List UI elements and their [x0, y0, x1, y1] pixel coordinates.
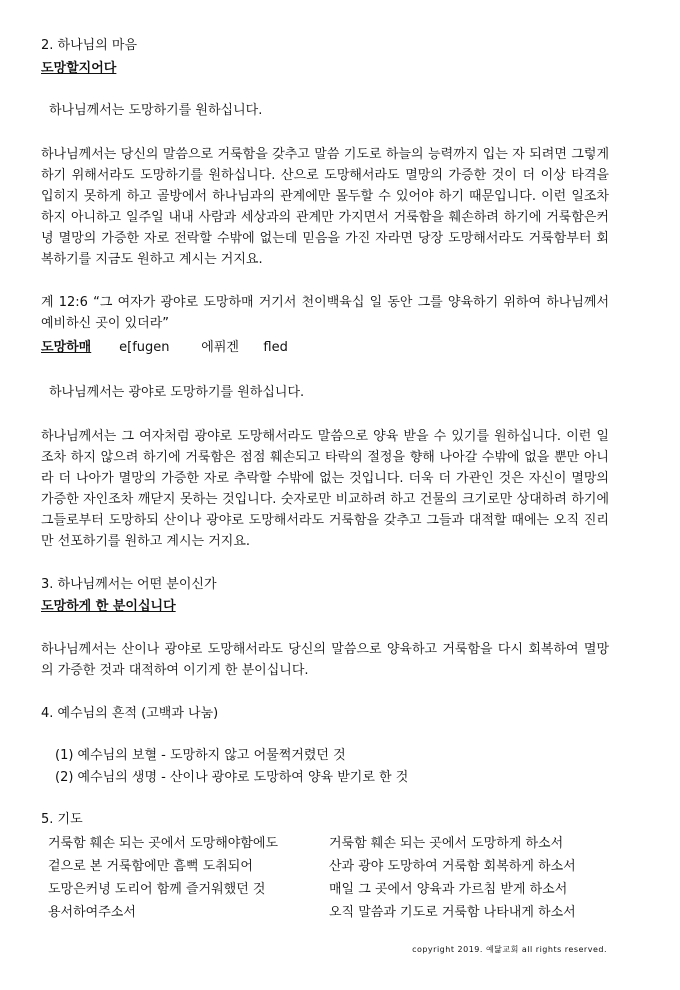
prayer-left-column — [48, 832, 278, 924]
prayer-left-line: 용서하여주소서 — [48, 905, 136, 920]
word-study-row — [41, 338, 288, 358]
section2-intro: 하나님께서는 도망하기를 원하십니다. — [49, 103, 263, 118]
prayer-left-line: 도망은커녕 도리어 함께 즐거워했던 것 — [48, 882, 266, 897]
section4-title: 4. 예수님의 흔적 (고백과 나눔) — [41, 706, 219, 721]
section2-paragraph-1: 하나님께서는 당신의 말씀으로 거룩함을 갖추고 말씀 기도로 하늘의 능력까지 입는 자 되려면 그렇게 하기 위해서라도 도망하기를 원하십니다. 산으로 도망해서라도 멸망의 가증한 것이 더 이상 타격을 입히지 못하게 하고 골방에서 하나님과의 관계에만 몰두할 수 있어야 하기 때문입니다. 이런 일조차 하지 아니하고 일주일 내내 사람과 세상과의 관계만 가지면서 거룩함을 훼손하려 하기에 거룩함은커녕 멸망의 가증한 자로 전락할 수밖에 없는데 믿음을 가진 자라면 당장 도망해서라도 거룩함부터 회복하기를 지금도 원하고 계시는 거지요. — [41, 147, 609, 267]
prayer-right-line: 오직 말씀과 기도로 거룩함 나타내게 하소서 — [329, 905, 576, 920]
bible-verse: 계 12:6 “그 여자가 광야로 도망하매 거기서 천이백육십 일 동안 그를 양육하기 위하여 하나님께서 예비하신 곳이 있더라” — [41, 295, 609, 331]
prayer-right-line: 매일 그 곳에서 양육과 가르침 받게 하소서 — [329, 882, 568, 897]
copyright-notice: copyright 2019. 예닮교회 all rights reserved. — [412, 945, 607, 954]
word-study-reading: 에퓌겐 — [201, 340, 239, 355]
prayer-right-column — [329, 832, 576, 924]
section2-title: 2. 하나님의 마음 — [41, 38, 138, 53]
word-study-term: 도망하매 — [41, 340, 92, 355]
section5-title: 5. 기도 — [41, 812, 83, 827]
section2-intro-2: 하나님께서는 광야로 도망하기를 원하십니다. — [49, 385, 305, 400]
section2-heading: 도망할지어다 — [41, 61, 117, 76]
section2-paragraph-2: 하나님께서는 그 여자처럼 광야로 도망해서라도 말씀으로 양육 받을 수 있기를 원하십니다. 이런 일조차 하지 않으려 하기에 거룩함은 점점 훼손되고 타락의 절정을 향해 나아갈 수밖에 없을 뿐만 아니라 더 나아가 멸망의 가증한 자로 추락할 수밖에 없는 것입니다. 더욱 더 가관인 것은 자신이 멸망의 가증한 자인조차 깨닫지 못하는 것입니다. 숫자로만 비교하려 하고 건물의 크기로만 상대하려 하기에 그들로부터 도망하되 산이나 광야로 도망해서라도 거룩함을 갖추고 그들과 대적할 때에는 오직 진리만 선포하기를 원하고 계시는 거지요. — [41, 429, 609, 549]
prayer-right-line: 거룩함 훼손 되는 곳에서 도망하게 하소서 — [329, 836, 564, 851]
section3-paragraph: 하나님께서는 산이나 광야로 도망해서라도 당신의 말씀으로 양육하고 거룩함을 다시 회복하여 멸망의 가증한 것과 대적하여 이기게 한 분이십니다. — [41, 642, 609, 678]
word-study-translit: e[fugen — [119, 340, 170, 355]
prayer-right-line: 산과 광야 도망하여 거룩함 회복하게 하소서 — [329, 859, 576, 874]
word-study-english: fled — [263, 340, 288, 355]
prayer-left-line: 겉으로 본 거룩함에만 흠뻑 도취되어 — [48, 859, 253, 874]
prayer-left-line: 거룩함 훼손 되는 곳에서 도망해야함에도 — [48, 836, 279, 851]
confession-item-2: (2) 예수님의 생명 - 산이나 광야로 도망하여 양육 받기로 한 것 — [55, 770, 409, 785]
section3-heading: 도망하게 한 분이십니다 — [41, 599, 176, 614]
section3-title: 3. 하나님께서는 어떤 분이신가 — [41, 577, 217, 592]
confession-item-1: (1) 예수님의 보혈 - 도망하지 않고 어물쩍거렸던 것 — [55, 748, 346, 763]
